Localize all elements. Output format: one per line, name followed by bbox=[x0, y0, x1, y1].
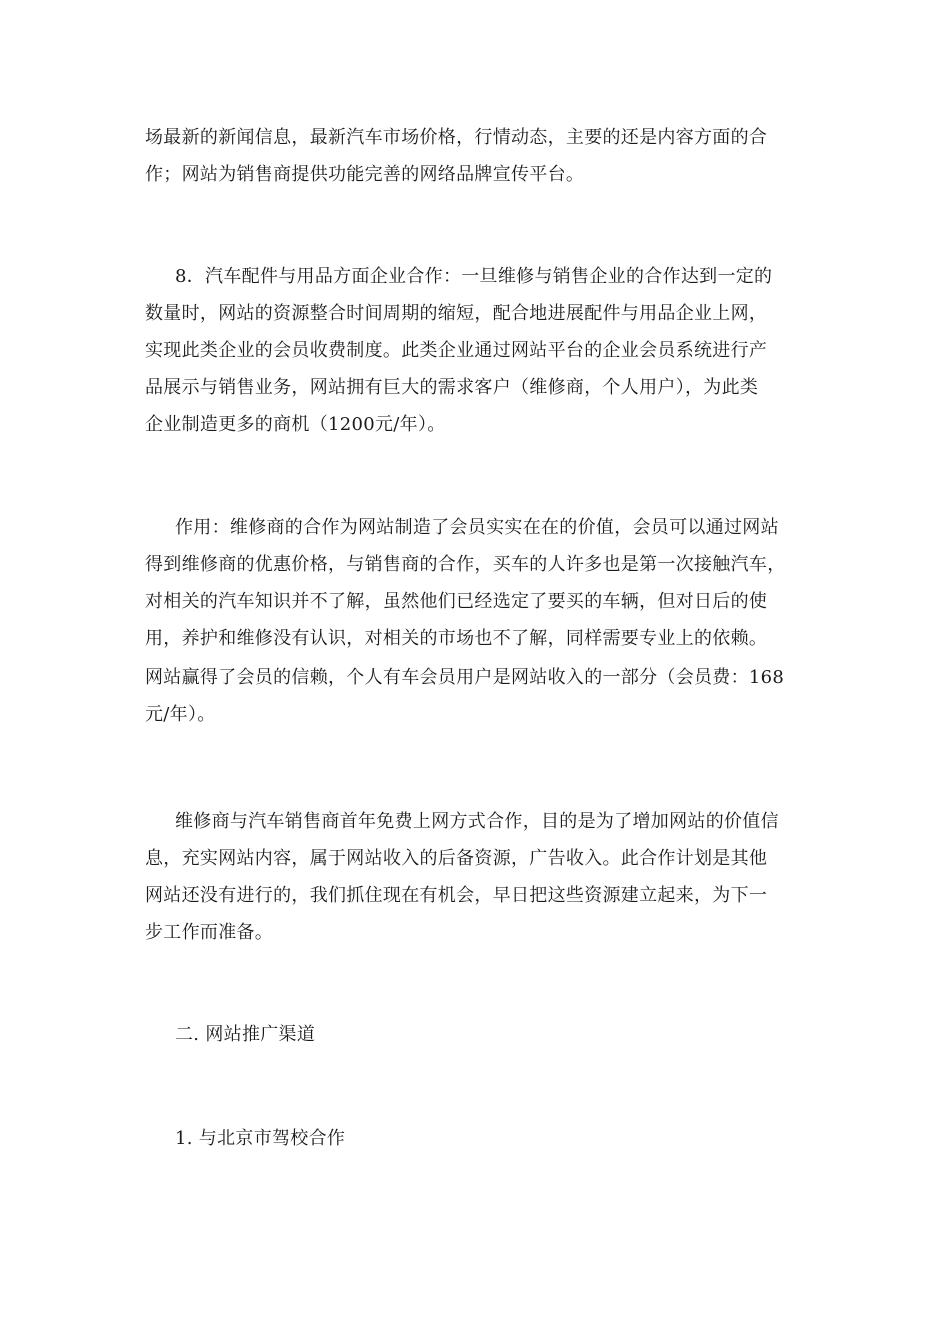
paragraph-3-line-3: 对相关的汽车知识并不了解，虽然他们已经选定了要买的车辆，但对日后的使 bbox=[145, 591, 768, 612]
paragraph-2-line-5: 企业制造更多的商机（1200元/年）。 bbox=[145, 414, 446, 435]
paragraph-4-line-4: 步工作而准备。 bbox=[145, 922, 274, 943]
paragraph-2-line-1: 8．汽车配件与用品方面企业合作：一旦维修与销售企业的合作达到一定的 bbox=[175, 266, 773, 287]
section-heading: 二. 网站推广渠道 bbox=[175, 1024, 316, 1045]
paragraph-3-line-4: 用，养护和维修没有认识，对相关的市场也不了解，同样需要专业上的依赖。 bbox=[145, 628, 768, 649]
paragraph-2-line-4: 品展示与销售业务，网站拥有巨大的需求客户（维修商，个人用户），为此类 bbox=[145, 377, 759, 398]
paragraph-4-line-2: 息，充实网站内容，属于网站收入的后备资源，广告收入。此合作计划是其他 bbox=[145, 848, 768, 869]
paragraph-3-line-5: 网站赢得了会员的信赖，个人有车会员用户是网站收入的一部分（会员费：168 bbox=[145, 667, 785, 688]
paragraph-4-line-1: 维修商与汽车销售商首年免费上网方式合作，目的是为了增加网站的价值信 bbox=[175, 811, 779, 832]
paragraph-2-line-3: 实现此类企业的会员收费制度。此类企业通过网站平台的企业会员系统进行产 bbox=[145, 340, 768, 361]
paragraph-3-line-2: 得到维修商的优惠价格，与销售商的合作，买车的人许多也是第一次接触汽车， bbox=[145, 554, 786, 575]
paragraph-1-line-1: 场最新的新闻信息，最新汽车市场价格，行情动态，主要的还是内容方面的合 bbox=[145, 127, 768, 148]
paragraph-1-line-2: 作；网站为销售商提供功能完善的网络品牌宣传平台。 bbox=[145, 164, 585, 185]
paragraph-3-line-6: 元/年）。 bbox=[145, 704, 216, 725]
paragraph-4-line-3: 网站还没有进行的，我们抓住现在有机会，早日把这些资源建立起来，为下一 bbox=[145, 885, 768, 906]
paragraph-2-line-2: 数量时，网站的资源整合时间周期的缩短，配合地进展配件与用品企业上网， bbox=[145, 303, 768, 324]
subsection-heading: 1. 与北京市驾校合作 bbox=[175, 1128, 346, 1149]
paragraph-3-line-1: 作用：维修商的合作为网站制造了会员实实在在的价值，会员可以通过网站 bbox=[175, 517, 779, 538]
